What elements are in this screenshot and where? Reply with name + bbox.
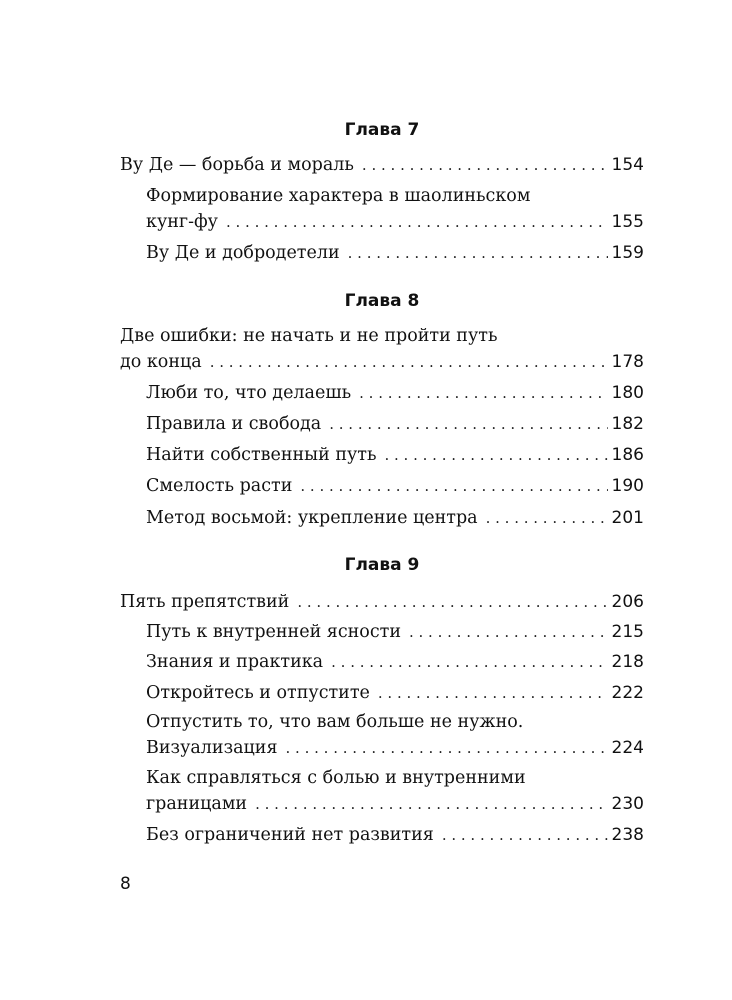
dot-leader <box>226 209 608 235</box>
page-number: 222 <box>611 683 644 703</box>
dot-leader <box>331 649 607 675</box>
page-number-footer: 8 <box>120 874 131 894</box>
dot-leader <box>297 589 607 615</box>
entry-label-line1: Формирование характера в шаолиньском <box>146 186 531 206</box>
dot-leader <box>255 791 607 817</box>
page-number: 190 <box>611 476 644 496</box>
dot-leader <box>348 240 608 266</box>
toc-entry <box>146 183 644 235</box>
page-number: 159 <box>611 243 644 263</box>
toc-entry <box>146 649 644 675</box>
page-number: 224 <box>611 738 644 758</box>
dot-leader <box>300 473 607 499</box>
entry-label-line1: Отпустить то, что вам больше не нужно. <box>146 712 524 732</box>
dot-leader <box>384 442 607 468</box>
entry-label: Визуализация <box>146 738 278 758</box>
page-number: 155 <box>611 212 644 232</box>
entry-label: Путь к внутренней ясности <box>146 622 401 642</box>
chapter-heading: Глава 8 <box>344 291 420 311</box>
toc-entry <box>146 442 644 468</box>
toc-entry <box>146 619 644 645</box>
toc-entry <box>120 589 644 615</box>
toc-entry <box>146 680 644 706</box>
entry-label: Ву Де — борьба и мораль <box>120 155 354 175</box>
toc-entry <box>146 473 644 499</box>
toc-entry <box>146 765 644 817</box>
dot-leader <box>362 152 608 178</box>
toc-entry <box>146 822 644 848</box>
dot-leader <box>286 735 608 761</box>
entry-label: Откройтесь и отпустите <box>146 683 370 703</box>
page-number: 186 <box>611 445 644 465</box>
toc-entry <box>146 709 644 761</box>
page-number: 180 <box>611 383 644 403</box>
entry-label: Правила и свобода <box>146 414 322 434</box>
page-number: 218 <box>611 652 644 672</box>
toc-entry <box>120 152 644 178</box>
entry-label: Метод восьмой: укрепление центра <box>146 508 478 528</box>
page-number: 238 <box>611 825 644 845</box>
page-number: 178 <box>611 352 644 372</box>
entry-label: Без ограничений нет развития <box>146 825 434 845</box>
chapter-heading: Глава 9 <box>344 555 420 575</box>
entry-label: Знания и практика <box>146 652 324 672</box>
entry-label: Смелость расти <box>146 476 293 496</box>
entry-label-line1: Две ошибки: не начать и не пройти путь <box>120 326 498 346</box>
entry-label: кунг-фу <box>146 212 218 232</box>
dot-leader <box>409 619 608 645</box>
dot-leader <box>486 505 608 531</box>
toc-entry <box>146 411 644 437</box>
toc-entry <box>146 240 644 266</box>
entry-label: Ву Де и добродетели <box>146 243 340 263</box>
page-number: 182 <box>611 414 644 434</box>
entry-label: Люби то, что делаешь <box>146 383 352 403</box>
entry-label: Найти собственный путь <box>146 445 377 465</box>
dot-leader <box>378 680 608 706</box>
page-number: 201 <box>611 508 644 528</box>
dot-leader <box>210 349 608 375</box>
page-number: 230 <box>611 794 644 814</box>
entry-label: границами <box>146 794 248 814</box>
entry-label-line1: Как справляться с болью и внутренними <box>146 768 526 788</box>
toc-entry <box>120 323 644 375</box>
dot-leader <box>442 822 608 848</box>
dot-leader <box>329 411 607 437</box>
page-number: 154 <box>611 155 644 175</box>
page-number: 215 <box>611 622 644 642</box>
toc-entry <box>146 505 644 531</box>
chapter-heading: Глава 7 <box>344 120 420 140</box>
page-number: 206 <box>611 592 644 612</box>
toc-entry <box>146 380 644 406</box>
dot-leader <box>359 380 607 406</box>
entry-label: Пять препятствий <box>120 592 290 612</box>
entry-label: до конца <box>120 352 202 372</box>
